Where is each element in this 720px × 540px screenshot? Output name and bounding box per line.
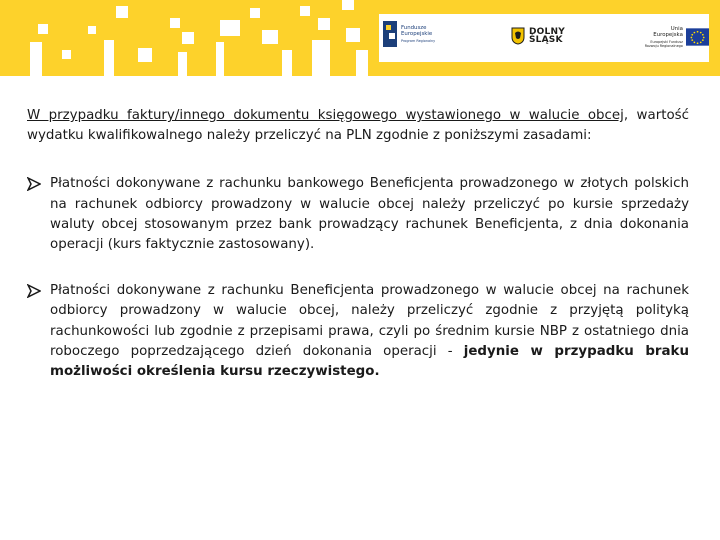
decor-square	[346, 28, 360, 42]
intro-rest-text: , wartość wydatku kwalifikowalnego należy przeliczyć na PLN zgodnie z poniższymi zasadami:	[27, 108, 689, 144]
decor-square	[104, 40, 114, 76]
ue-line3: Rozwoju Regionalnego	[644, 44, 683, 49]
decor-square	[318, 18, 330, 30]
decor-square	[312, 40, 330, 76]
ue-line1: Unia Europejska	[653, 26, 683, 39]
decor-square	[220, 20, 240, 36]
fundusze-flag-icon	[383, 21, 397, 47]
dolny-slask-logo	[511, 27, 565, 45]
dolny-slask-line1: DOLNY	[529, 26, 565, 37]
intro-underlined-text: W przypadku faktury/innego dokumentu księgowego wystawionego w walucie obcej	[27, 108, 624, 123]
decor-square	[342, 0, 354, 10]
decor-square	[30, 42, 42, 76]
fundusze-europejskie-logo	[383, 21, 435, 47]
decor-square	[282, 50, 292, 76]
eu-flag-icon	[686, 28, 709, 46]
bullet2-text: Płatności dokonywane z rachunku Beneficjenta prowadzonego w walucie obcej na rachunek odbiorcy prowadzony w walucie obcej, należy przeliczyć zgodnie z przyjętą polityką rachunkowości lub zgodnie z przepisami prawa, czyli po średnim kursie NBP z ostatniego dnia roboczego poprzedzającego dzień dokonania operacji -	[50, 283, 689, 359]
fundusze-line2: Europejskie	[401, 31, 433, 37]
arrow-bullet-icon	[27, 284, 41, 298]
decor-square	[356, 50, 368, 76]
decor-square	[38, 24, 48, 34]
logo-panel	[379, 14, 709, 62]
header-band	[0, 0, 720, 76]
decor-square	[170, 18, 180, 28]
bullet-item	[27, 281, 689, 382]
fundusze-line1: Fundusze	[401, 24, 427, 31]
decor-square	[178, 52, 187, 76]
ue-line2: Europejski Fundusz	[650, 40, 683, 45]
bullet1-text: Płatności dokonywane z rachunku bankowego Beneficjenta prowadzonego w złotych polskich na rachunek odbiorcy prowadzony w walucie obcej należy przeliczyć po kursie sprzedaży waluty obcej stosowanym przez bank prowadzący rachunek Beneficjenta, z dnia dokonania operacji (kurs faktycznie zastosowany).	[50, 176, 689, 253]
decor-square	[62, 50, 71, 59]
decor-square	[116, 6, 128, 18]
unia-europejska-logo	[641, 26, 709, 48]
document-body	[27, 106, 689, 382]
decor-square	[262, 30, 278, 44]
decor-square	[182, 32, 194, 44]
decor-square	[216, 42, 224, 76]
dolny-slask-line2: ŚLĄSK	[529, 35, 563, 45]
decor-square	[88, 26, 96, 34]
bullet2-end: .	[374, 364, 380, 380]
intro-paragraph	[27, 106, 689, 146]
bullet-item	[27, 174, 689, 255]
decor-square	[138, 48, 152, 62]
bullet2-bold-text: jedynie w przypadku braku możliwości określenia kursu rzeczywistego	[50, 343, 689, 380]
arrow-bullet-icon	[27, 177, 41, 191]
decor-square	[300, 6, 310, 16]
decor-square	[250, 8, 260, 18]
fundusze-line3: Program Regionalny	[401, 39, 436, 44]
coat-of-arms-icon	[511, 27, 525, 45]
